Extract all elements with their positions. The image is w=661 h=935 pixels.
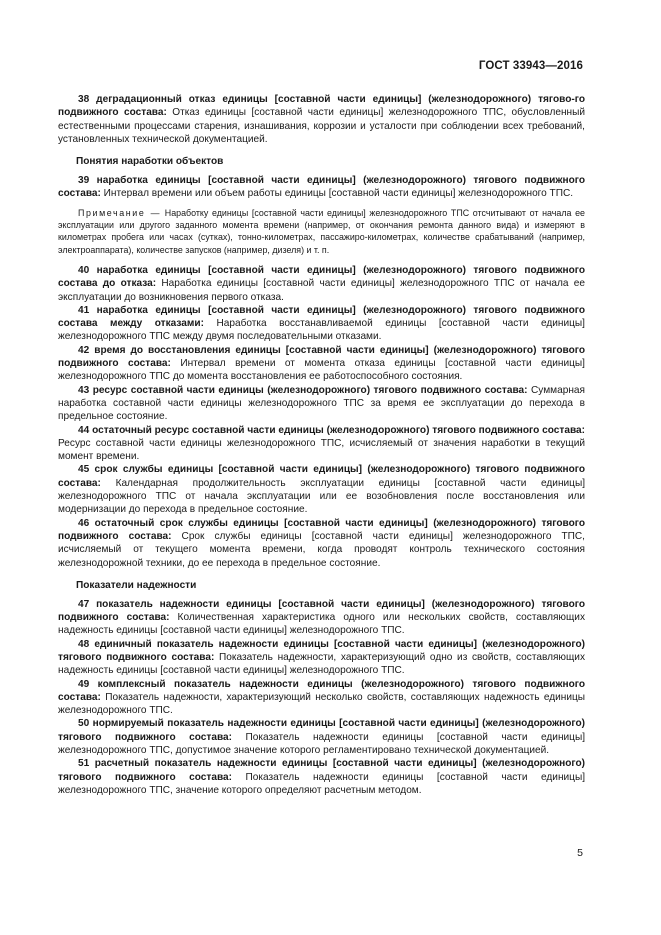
term-entry-45 (58, 463, 585, 516)
term: 47 показатель надежности единицы [составной части единицы] (железнодорожного) тягового подвижного состава: (58, 598, 585, 624)
term-entry-39 (58, 174, 585, 201)
definition: Показатель надежности единицы [составной части единицы] железнодорожного ТПС, допустимое значение которого регламентировано технической документацией. (58, 731, 585, 757)
term-entry-47 (58, 598, 585, 638)
term-entry-40 (58, 264, 585, 304)
section-title-reliability-indicators: Показатели надежности (76, 579, 197, 591)
term: 38 деградационный отказ единицы [составной части единицы] (железнодорожного) тягово-го подвижного состава: (58, 94, 585, 119)
term: 42 время до восстановления единицы [составной части единицы] (железнодорожного) тягового подвижного состава: (58, 344, 585, 370)
term: 43 ресурс составной части единицы (железнодорожного) тягового подвижного состава: (78, 384, 528, 396)
term-entry-51 (58, 757, 585, 797)
term: 50 нормируемый показатель надежности единицы [составной части единицы] (железнодорожного) тягового подвижного состава: (58, 718, 585, 743)
term: 44 остаточный ресурс составной части единицы (железнодорожного) тягового подвижного состава: (78, 424, 585, 436)
note (58, 207, 585, 256)
term-entry-43 (58, 384, 585, 424)
definition: Показатель надежности, характеризующий одно из свойств, составляющих надежность единицы [составной части единицы] железнодорожного ТПС. (58, 651, 585, 677)
term-entry-38 (58, 93, 585, 146)
definition: Интервал времени или объем работы единицы [составной части единицы] железнодорожного ТПС. (100, 188, 574, 200)
term: 39 наработка единицы [составной части единицы] (железнодорожного) тягового подвижного состава: (58, 175, 585, 200)
definition: Отказ единицы [составной части единицы] железнодорожного ТПС, обусловленный естественными процессами старения, изнашивания, коррозии и усталости при соблюдении всех требований, установленных технической документацией. (58, 107, 585, 145)
term: 40 наработка единицы [составной части единицы] (железнодорожного) тягового подвижного состава до отказа: (58, 264, 585, 290)
note-lead: Примечание — (78, 207, 162, 218)
term: 48 единичный показатель надежности единицы [составной части единицы] (железнодорожного) тягового подвижного состава: (58, 638, 585, 663)
definition: Наработка единицы [составной части единицы] железнодорожного ТПС от начала ее эксплуатации до возникновения первого отказа. (58, 278, 585, 303)
term-entry-48 (58, 638, 585, 678)
term-entry-44 (58, 424, 585, 464)
note-text: Наработку единицы [составной части единицы] железнодорожного ТПС отсчитывают от начала ее эксплуатации или другого заданного момента времени (например, от окончания ремонта данного вида) и измеряют в километрах пробега или часах (сутках), тонно-километрах, пассажиро-километрах, количестве срабатываний (например, электроаппарата), количестве запусков (например, дизеля) и т. п. (58, 207, 585, 255)
document-body (58, 93, 585, 797)
term: 41 наработка единицы [составной части единицы] (железнодорожного) тягового подвижного состава между отказами: (58, 304, 585, 330)
term-entry-50 (58, 717, 585, 757)
section-title-operating-time: Понятия наработки объектов (76, 156, 224, 168)
term-entry-46 (58, 517, 585, 570)
definition: Суммарная наработка составной части единицы железнодорожного ТПС за время ее эксплуатации до перехода в предельное состояние. (58, 384, 585, 423)
definition: Наработка восстанавливаемой единицы [составной части единицы] железнодорожного ТПС между двумя последовательными отказами. (58, 318, 585, 343)
term-entry-42 (58, 344, 585, 384)
definition: Показатель надежности единицы [составной части единицы] железнодорожного ТПС, значение которого определяют расчетным методом. (58, 771, 585, 796)
definition: Ресурс составной части единицы железнодорожного ТПС, исчисляемый от значения наработки в текущий момент времени. (58, 437, 585, 463)
page-number: 5 (577, 847, 583, 859)
term: 49 комплексный показатель надежности единицы (железнодорожного) тягового подвижного состава: (58, 678, 585, 703)
term: 46 остаточный срок службы единицы [составной части единицы] (железнодорожного) тягового подвижного состава: (58, 517, 585, 542)
definition: Количественная характеристика одного или нескольких свойств, составляющих надежность единицы [составной части единицы] железнодорожного ТПС. (58, 612, 585, 637)
definition: Срок службы единицы [составной части единицы] железнодорожного ТПС, исчисляемый от текущего момента времени, когда проводят контроль технического состояния железнодорожной техники, до ее перехода в предельное состояние. (58, 530, 585, 569)
document-code: ГОСТ 33943—2016 (478, 60, 583, 72)
term: 51 расчетный показатель надежности единицы [составной части единицы] (железнодорожного) тягового подвижного состава: (58, 758, 585, 783)
term-entry-41 (58, 304, 585, 344)
term: 45 срок службы единицы [составной части единицы] (железнодорожного) тягового подвижного состава: (58, 464, 585, 489)
definition: Календарная продолжительность эксплуатации единицы [составной части единицы] железнодорожного ТПС от начала эксплуатации или ее возобновления после восстановления или модернизации до перехода в предельное состояние. (58, 477, 585, 516)
definition: Показатель надежности, характеризующий несколько свойств, составляющих надежность единицы железнодорожного ТПС. (58, 691, 585, 717)
definition: Интервал времени от момента отказа единицы [составной части единицы] железнодорожного ТПС до момента восстановления ее работоспособного состояния. (58, 358, 585, 383)
term-entry-49 (58, 678, 585, 718)
